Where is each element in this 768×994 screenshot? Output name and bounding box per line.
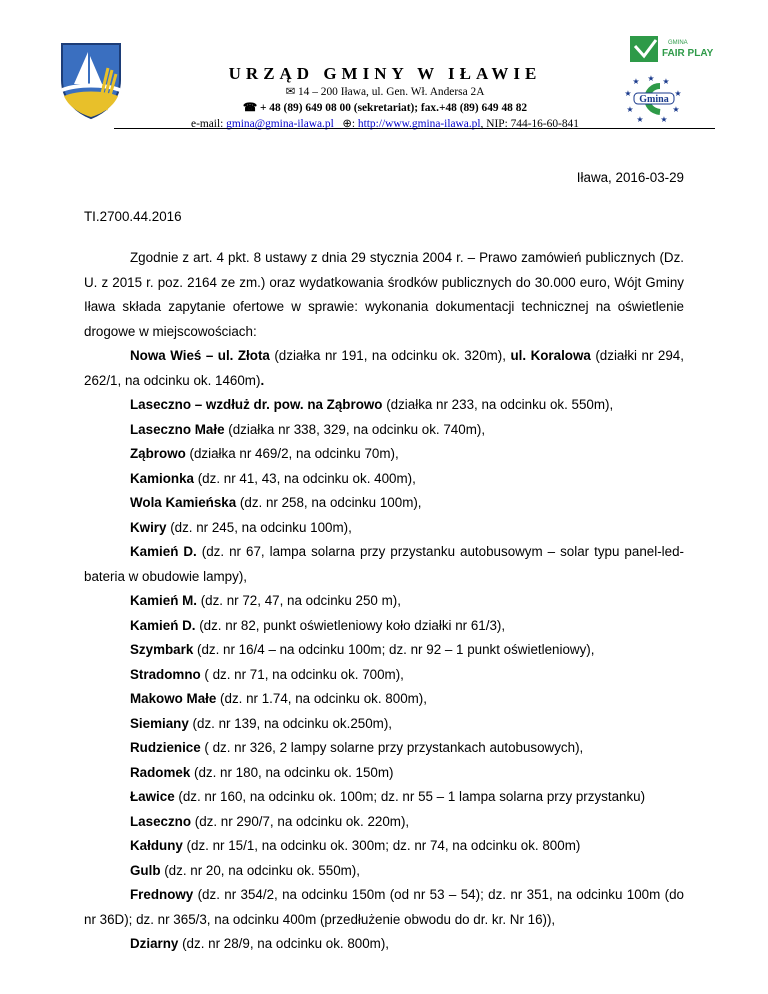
intro-paragraph: Zgodnie z art. 4 pkt. 8 ustawy z dnia 29 stycznia 2004 r. – Prawo zamówień publicznych (Dz. U. z 2015 r. poz. 2164 ze zm.) oraz wydatkowania środków publicznych do 30.000 euro, Wójt Gminy Iława składa zapytanie ofertowe w sprawie: wykonania dokumentacji technicznej na oświetlenie drogowe w miejscowościach:	[84, 250, 684, 339]
locality-details: (dz. nr 67, lampa solarna przy przystanku autobusowym – solar typu panel-led-bateria w obudowie lampy),	[84, 544, 684, 584]
locality-details: (dz. nr 290/7, na odcinku ok. 220m),	[191, 813, 410, 829]
svg-text:★: ★	[624, 89, 632, 98]
locality-details: (dz. nr 160, na odcinku ok. 100m; dz. nr 55 – 1 lampa solarna przy przystanku)	[174, 789, 646, 804]
list-item	[84, 467, 684, 492]
locality-name: Makowo Małe	[130, 691, 217, 706]
address-line	[150, 84, 620, 100]
phone-line	[150, 100, 620, 116]
locality-name: Radomek	[130, 764, 191, 780]
locality-details: ( dz. nr 326, 2 lampy solarne przy przystankach autobusowych),	[200, 740, 584, 755]
locality-name: Kamionka	[130, 470, 194, 486]
document-body	[84, 246, 684, 957]
list-item	[84, 859, 684, 884]
locality-name: Wola Kamieńska	[130, 495, 237, 510]
list-item	[84, 834, 684, 859]
locality-name: Siemiany	[130, 715, 189, 731]
svg-text:★: ★	[626, 105, 634, 114]
locality-details: (działka nr 338, 329, na odcinku ok. 740m),	[224, 421, 486, 437]
locality-details: (dz. nr 180, na odcinku ok. 150m)	[190, 764, 394, 780]
coat-of-arms-icon	[58, 40, 124, 120]
address-text: 14 – 200 Iława, ul. Gen. Wł. Andersa 2A	[297, 86, 485, 98]
list-item	[84, 712, 684, 737]
document-date: Iława, 2016-03-29	[576, 170, 684, 185]
list-item	[84, 761, 684, 786]
list-item	[84, 638, 684, 663]
svg-text:★: ★	[632, 77, 640, 86]
list-item	[84, 932, 684, 957]
locality-details: (dz. nr 354/2, na odcinku 150m (od nr 53 – 54); dz. nr 351, na odcinku 100m (do nr 36D); dz. nr 365/3, na odcinku 400m (przedłużenie obwodu do dr. kr. Nr 16)),	[84, 887, 684, 927]
letterhead	[0, 0, 768, 140]
locality-name: Laseczno Małe	[130, 421, 225, 437]
locality-name: Stradomno	[130, 666, 201, 682]
reference-number: TI.2700.44.2016	[84, 209, 182, 224]
office-name: URZĄD GMINY W IŁAWIE	[228, 64, 542, 83]
locality-details: (dz. nr 28/9, na odcinku ok. 800m),	[178, 936, 390, 951]
locality-details: (dz. nr 72, 47, na odcinku 250 m),	[196, 593, 401, 608]
locality-name: Ząbrowo	[130, 446, 186, 461]
envelope-icon: ✉	[285, 86, 296, 98]
locality-name: Ławice	[130, 789, 175, 804]
locality-name: Kamień M.	[130, 593, 197, 608]
svg-text:★: ★	[672, 105, 680, 114]
list-item	[84, 491, 684, 516]
svg-text:★: ★	[647, 74, 655, 83]
locality-name: Kałduny	[130, 838, 183, 853]
gmina-logo-text: Gmina	[639, 94, 669, 105]
list-item	[84, 589, 684, 614]
locality-name: Laseczno – wzdłuż dr. pow. na Ząbrowo	[130, 397, 383, 412]
locality-name: Kwiry	[130, 519, 167, 535]
email-link[interactable]: gmina@gmina-ilawa.pl	[226, 118, 334, 130]
locality-details: (dz. nr 245, na odcinku 100m),	[166, 519, 352, 535]
nip-text: , NIP: 744-16-60-841	[480, 118, 579, 130]
locality-name: Rudzienice	[130, 740, 201, 755]
svg-text:★: ★	[674, 89, 682, 98]
list-item	[84, 516, 684, 541]
phone-icon: ☎	[242, 102, 258, 114]
locality-name: Nowa Wieś – ul. Złota	[130, 348, 270, 363]
locality-name: Laseczno	[130, 813, 192, 829]
locality-name: Dziarny	[130, 936, 179, 951]
fair-play-logo-icon	[628, 32, 714, 68]
locality-name: Gulb	[130, 862, 161, 878]
header-divider	[114, 128, 715, 129]
locality-details: (dz. nr 41, 43, na odcinku ok. 400m),	[194, 470, 416, 486]
locality-details: (dz. nr 82, punkt oświetleniowy koło działki nr 61/3),	[195, 617, 506, 633]
fair-play-label: FAIR PLAY	[662, 48, 714, 59]
globe-icon: ⊕	[336, 118, 352, 130]
www-label: :	[351, 118, 356, 130]
street-name: ul. Koralowa	[510, 348, 591, 363]
locality-details: (dz. nr 139, na odcinku ok.250m),	[188, 715, 393, 731]
locality-details: (dz. nr 16/4 – na odcinku 100m; dz. nr 92 – 1 punkt oświetleniowy),	[193, 642, 595, 657]
contact-line	[150, 116, 620, 132]
list-item	[84, 663, 684, 688]
locality-name: Frednowy	[130, 887, 194, 902]
svg-text:★: ★	[636, 115, 644, 124]
street-details: (działki nr 294, 262/1, na odcinku ok. 1460m)	[84, 348, 684, 388]
locality-details: (dz. nr 258, na odcinku 100m),	[236, 495, 422, 510]
item-period: .	[260, 372, 265, 388]
locality-details: (działka nr 191, na odcinku ok. 320m),	[269, 348, 511, 363]
website-link[interactable]: http://www.gmina-ilawa.pl	[357, 118, 481, 130]
locality-details: (dz. nr 20, na odcinku ok. 550m),	[160, 862, 360, 878]
svg-text:★: ★	[662, 77, 670, 86]
gmina-logo-icon	[620, 72, 688, 126]
locality-details: (działka nr 469/2, na odcinku 70m),	[185, 446, 399, 461]
locality-details: (dz. nr 1.74, na odcinku ok. 800m),	[216, 691, 427, 706]
list-item	[84, 418, 684, 443]
list-item	[84, 540, 684, 589]
letterhead-text	[150, 64, 620, 132]
list-item	[84, 614, 684, 639]
list-item	[84, 736, 684, 761]
list-item	[84, 344, 684, 393]
locality-details: ( dz. nr 71, na odcinku ok. 700m),	[200, 666, 404, 682]
list-item	[84, 393, 684, 418]
list-item	[84, 442, 684, 467]
locality-details: (dz. nr 15/1, na odcinku ok. 300m; dz. nr 74, na odcinku ok. 800m)	[182, 838, 581, 853]
locality-name: Kamień D.	[130, 544, 197, 559]
list-item	[84, 810, 684, 835]
phone-text: + 48 (89) 649 08 00 (sekretariat); fax.+48 (89) 649 48 82	[259, 102, 528, 114]
locality-details: (działka nr 233, na odcinku ok. 550m),	[382, 397, 614, 412]
email-label: e-mail:	[191, 118, 224, 130]
fair-play-small-text: GMINA	[668, 40, 688, 46]
svg-text:★: ★	[660, 115, 668, 124]
locality-name: Szymbark	[130, 642, 194, 657]
list-item	[84, 883, 684, 932]
list-item	[84, 785, 684, 810]
locality-name: Kamień D.	[130, 617, 196, 633]
list-item	[84, 687, 684, 712]
